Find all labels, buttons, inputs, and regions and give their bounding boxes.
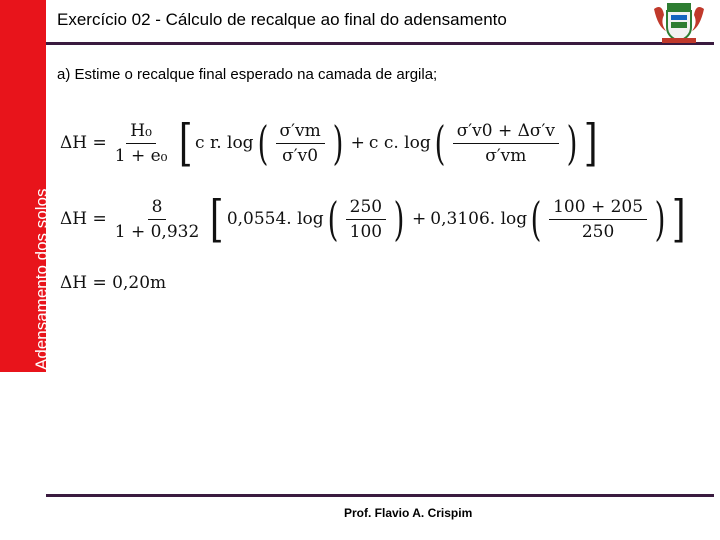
university-crest-icon — [650, 1, 708, 45]
formula-result: ΔH = 0,20m — [60, 273, 167, 293]
term-2: 0,3106. log — [430, 209, 528, 229]
formula-substituted: ΔH = $\frac{8}{1 + 0,932}$ [ 0,0554. log ( $\frac{250}{100}$ ) + 0,3106. log ( $\frac{100 + 205}{250}$ ) ] — [60, 190, 686, 248]
footer-divider — [46, 494, 714, 497]
page-title: Exercício 02 - Cálculo de recalque ao final do adensamento — [57, 10, 507, 29]
cr-term: c r. log — [195, 133, 254, 153]
task-statement: a) Estime o recalque final esperado na camada de argila; — [57, 66, 438, 83]
fraction-1: $\frac{250}{100}$ — [346, 197, 386, 242]
fraction-2: $\frac{100 + 205}{250}$ — [549, 197, 647, 242]
fraction-h0: $\frac{\text{H₀}}{\text{1 + e₀}}$ — [114, 120, 168, 166]
sidebar-band — [0, 0, 51, 372]
formula-lhs: ΔH = — [60, 133, 107, 153]
fraction-ocr: $\frac{\sigma'vm}{\sigma'v0}$ — [276, 121, 325, 166]
header-divider — [46, 42, 714, 45]
fraction-stress: $\frac{\sigma'v0 + \Delta\sigma'v}{\sigma'vm}$ — [453, 121, 559, 166]
sidebar-label: Adensamento dos solos — [32, 188, 51, 370]
footer-author: Prof. Flavio A. Crispim — [344, 506, 473, 520]
term-1: 0,0554. log — [226, 209, 324, 229]
formula-lhs: ΔH = — [60, 209, 107, 229]
formula-general: ΔH = $\frac{\text{H₀}}{\text{1 + e₀}}$ [ c r. log ( $\frac{\sigma'vm}{\sigma'v0}$ ) + c c. log ( $\frac{\sigma'v0 + \Delta\sigma'v}{\sigma'vm}$ ) ] — [60, 114, 598, 172]
fraction-thickness: $\frac{8}{1 + 0,932}$ — [114, 196, 200, 242]
cc-term: c c. log — [368, 133, 431, 153]
